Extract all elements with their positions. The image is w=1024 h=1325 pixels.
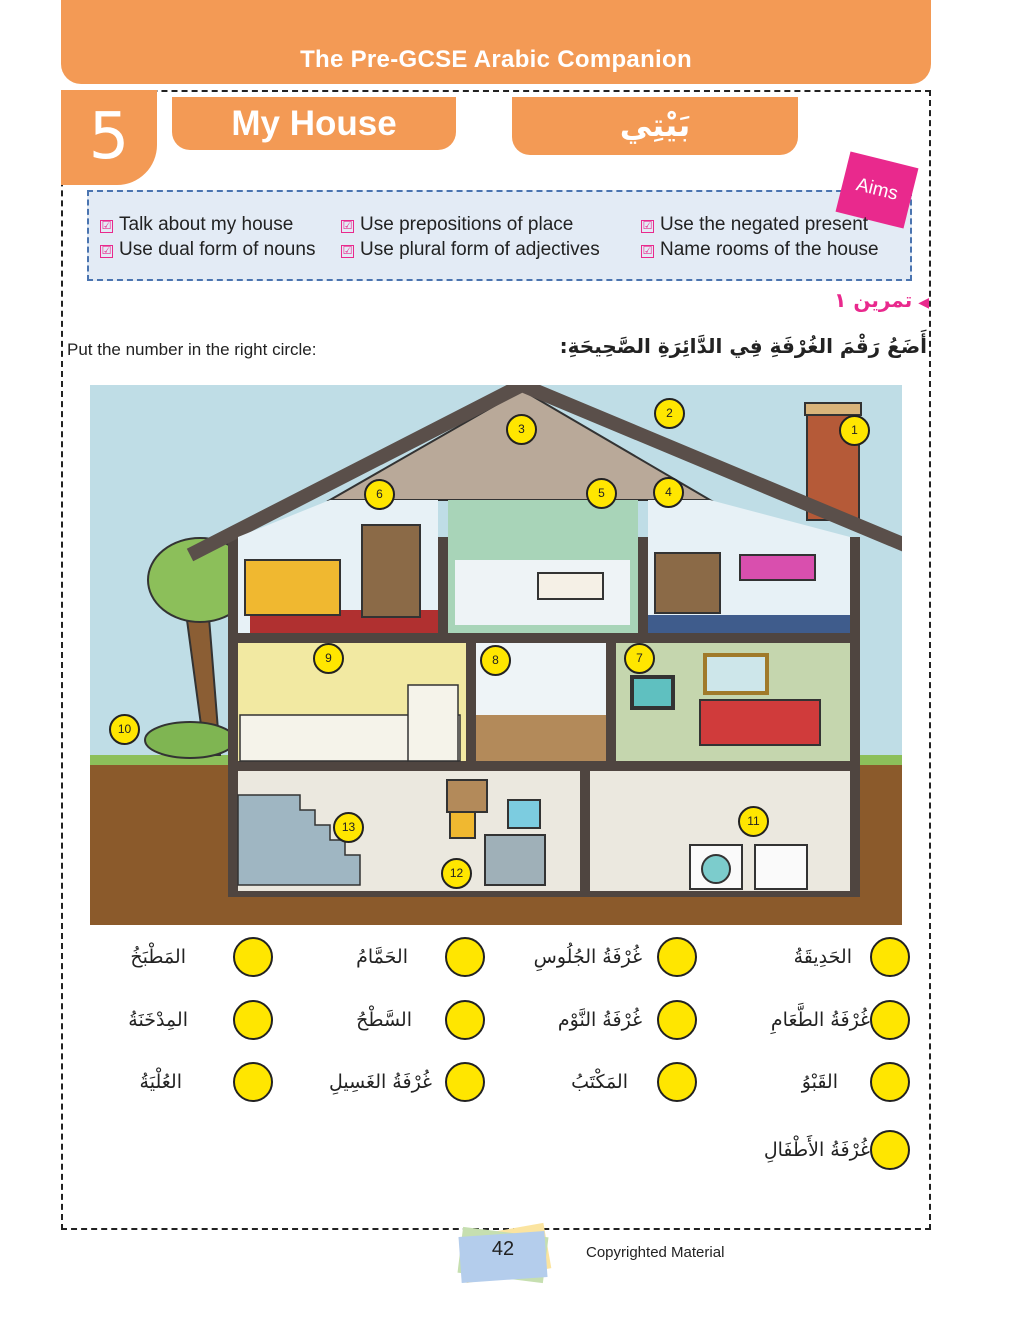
room-marker: 5	[586, 478, 617, 509]
room-marker: 7	[624, 643, 655, 674]
answer-word: السَّطْحُ	[356, 1009, 412, 1031]
answer-circle-chimney[interactable]	[233, 1000, 273, 1040]
answer-word: غُرْفَةُ النَّوْم	[557, 1009, 642, 1031]
checkbox-icon: ☑	[342, 245, 353, 257]
answer-circle-roof[interactable]	[445, 1000, 485, 1040]
answer-word: الحَمَّامُ	[356, 946, 408, 968]
checkbox-icon: ☑	[342, 220, 353, 232]
series-banner	[61, 0, 931, 84]
room-marker: 2	[654, 398, 685, 429]
answer-word: غُرْفَةُ الغَسِيلِ	[328, 1071, 432, 1093]
room-marker: 6	[364, 479, 395, 510]
answer-word: المِدْخَنَةُ	[128, 1009, 188, 1031]
aims-tag: Aims	[836, 151, 919, 228]
triangle-left-icon: ◀	[918, 295, 929, 311]
aim-item: ☑ Use the negated present	[642, 214, 869, 235]
answer-circle-laundry-room[interactable]	[445, 1062, 485, 1102]
aim-item: ☑ Use dual form of nouns	[101, 239, 316, 260]
aim-item: ☑ Use plural form of adjectives	[342, 239, 600, 260]
room-marker: 11	[738, 806, 769, 837]
exercise-label: ◀تمرين ١	[834, 288, 929, 312]
aim-item: ☑ Name rooms of the house	[642, 239, 879, 260]
answer-word: غُرْفَةُ الجُلُوسِ	[533, 946, 642, 968]
answer-word: غُرْفَةُ الأَطْفَالِ	[763, 1139, 870, 1161]
aim-item: ☑ Talk about my house	[101, 214, 294, 235]
room-marker: 3	[506, 414, 537, 445]
checkbox-icon: ☑	[101, 245, 112, 257]
page-number-badge	[458, 1228, 548, 1283]
room-marker: 1	[839, 415, 870, 446]
chapter-number: 5	[61, 90, 157, 185]
page-number: 42	[491, 1238, 515, 1260]
answer-word: العُلْيَةُ	[139, 1071, 182, 1093]
room-marker: 12	[441, 858, 472, 889]
checkbox-icon: ☑	[642, 245, 653, 257]
answer-circle-study[interactable]	[657, 1062, 697, 1102]
answer-word: القَبْوُ	[801, 1071, 838, 1093]
checkbox-icon: ☑	[642, 220, 653, 232]
room-marker: 8	[480, 645, 511, 676]
instruction-ar: أَضَعُ رَقْمَ الغُرْفَةِ فِي الدَّائِرَةِ الصَّحِيحَةِ:	[559, 334, 927, 358]
answer-word: المَطْبَخُ	[130, 946, 186, 968]
checkbox-icon: ☑	[101, 220, 112, 232]
room-marker: 4	[653, 477, 684, 508]
answer-circle-attic[interactable]	[233, 1062, 273, 1102]
aim-item: ☑ Use prepositions of place	[342, 214, 574, 235]
answer-word: الحَدِيقَةُ	[793, 946, 852, 968]
answer-word: غُرْفَةُ الطَّعَامِ	[770, 1009, 870, 1031]
answer-circle-bathroom[interactable]	[445, 937, 485, 977]
answer-circle-childrens-room[interactable]	[870, 1130, 910, 1170]
chapter-title-en: My House	[172, 97, 456, 150]
room-marker: 10	[109, 714, 140, 745]
room-marker: 13	[333, 812, 364, 843]
instruction-en: Put the number in the right circle:	[67, 340, 317, 359]
answer-circle-kitchen[interactable]	[233, 937, 273, 977]
copyright-text: Copyrighted Material	[586, 1244, 725, 1261]
room-marker: 9	[313, 643, 344, 674]
answer-circle-dining-room[interactable]	[870, 1000, 910, 1040]
answer-circle-living-room[interactable]	[657, 937, 697, 977]
answer-circle-basement[interactable]	[870, 1062, 910, 1102]
answer-circle-bedroom[interactable]	[657, 1000, 697, 1040]
answer-circle-garden[interactable]	[870, 937, 910, 977]
answer-word: المَكْتَبُ	[571, 1071, 628, 1093]
chapter-title-ar: بَيْتِي	[512, 97, 798, 155]
series-title: The Pre-GCSE Arabic Companion	[300, 46, 692, 73]
